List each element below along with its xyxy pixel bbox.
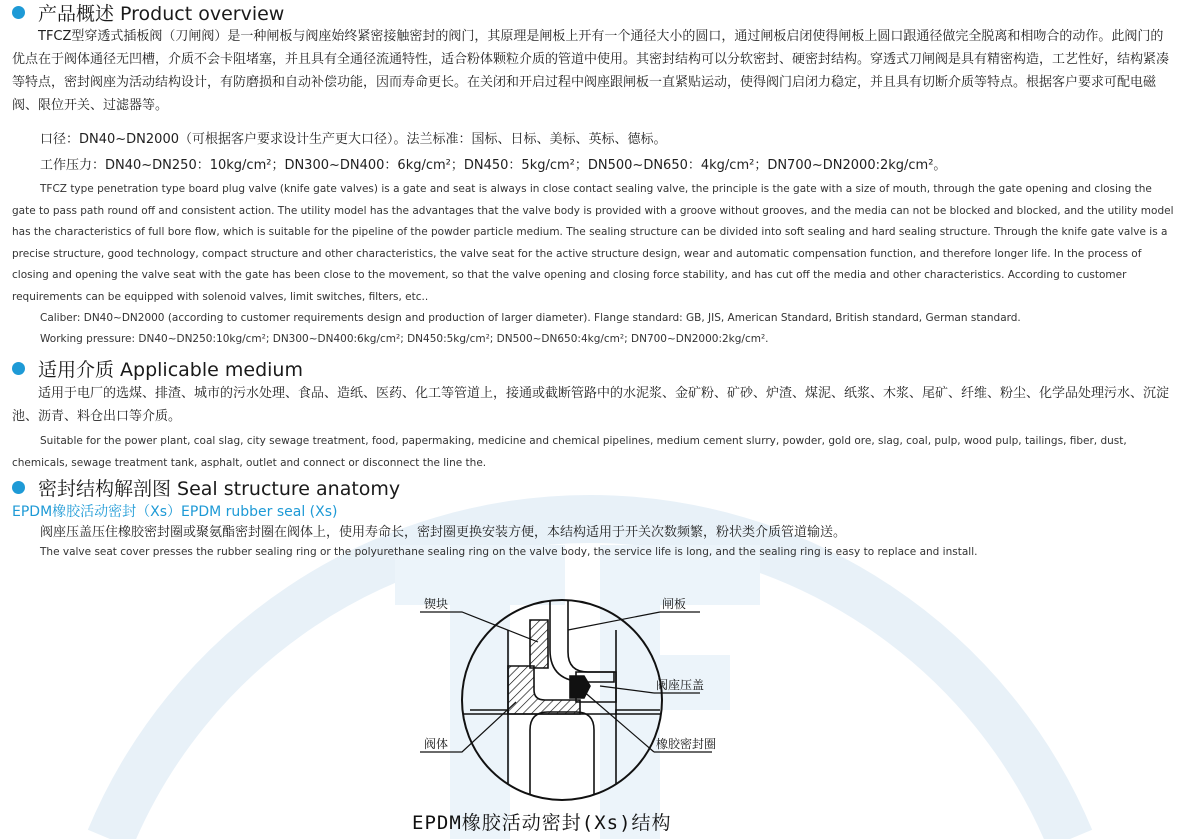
overview-heading-text: 产品概述 Product overview — [38, 2, 285, 25]
overview-en-pressure: Working pressure: DN40~DN250:10kg/cm²; DN300~DN400:6kg/cm²; DN450:5kg/cm²; DN500~DN650:4kg/cm²; DN700~DN2000:2kg/cm². — [40, 333, 769, 345]
label-seat-cover: 阀座压盖 — [656, 678, 705, 692]
bullet-dot-icon — [12, 481, 25, 494]
overview-en-caliber: Caliber: DN40~DN2000 (according to customer requirements design and production of larger diameter). Flange standard: GB, JIS, American Standard, British standard, German standard. — [40, 312, 1021, 324]
bullet-dot-icon — [12, 6, 25, 19]
overview-zh-pressure: 工作压力：DN40~DN250：10kg/cm²；DN300~DN400：6kg/cm²；DN450：5kg/cm²；DN500~DN650：4kg/cm²；DN700~DN2000:2kg/cm²。 — [40, 158, 947, 173]
seal-subheading: EPDM橡胶活动密封（Xs）EPDM rubber seal (Xs) — [12, 504, 338, 520]
label-gate: 闸板 — [662, 597, 687, 611]
label-wedge: 锲块 — [424, 597, 449, 611]
seal-heading — [12, 475, 400, 499]
diagram-caption: EPDM橡胶活动密封(Xs)结构 — [412, 812, 672, 834]
label-body: 阀体 — [424, 737, 449, 751]
overview-heading — [12, 0, 284, 24]
label-rubber-ring: 橡胶密封圈 — [656, 737, 717, 751]
overview-en-paragraph: TFCZ type penetration type board plug valve (knife gate valves) is a gate and seat is always in close contact sealing valve, the principle is the gate with a size of mouth, through the gate opening and closing the gate to pass path round off and consistent action. The utility model has the advantages that the valve body is provided with a groove without grooves, and the media can not be blocked and blocked, and the utility model has the characteristics of full bore flow, which is suitable for the pipeline of the powder particle medium. The sealing structure can be divided into soft sealing and hard sealing structure. Through the knife gate valve is a precise structure, good technology, compact structure and other characteristics, the valve seat for the active structure design, wear and automatic compensation function, and therefore longer life. In the process of closing and opening the valve seat with the gate has been close to the movement, so that the valve opening and closing force stability, and has cut off the media and other characteristics. According to customer requirements can be equipped with solenoid valves, limit switches, filters, etc.. — [12, 183, 1174, 303]
seal-heading-text: 密封结构解剖图 Seal structure anatomy — [38, 477, 401, 500]
medium-heading — [12, 356, 303, 380]
seal-structure-diagram — [400, 590, 740, 805]
medium-en-paragraph: Suitable for the power plant, coal slag, city sewage treatment, food, papermaking, medicine and chemical pipelines, medium cement slurry, powder, gold ore, slag, coal, pulp, wood pulp, tailings, fiber, dust, chemicals, sewage treatment tank, asphalt, outlet and connect or disconnect the line the. — [12, 435, 1127, 469]
seal-zh-paragraph: 阀座压盖压住橡胶密封圈或聚氨酯密封圈在阀体上，使用寿命长，密封圈更换安装方便，本结构适用于开关次数频繁，粉状类介质管道输送。 — [40, 525, 847, 540]
medium-heading-text: 适用介质 Applicable medium — [38, 358, 303, 381]
overview-zh-caliber: 口径：DN40~DN2000（可根据客户要求设计生产更大口径）。法兰标准：国标、日标、美标、英标、德标。 — [40, 132, 667, 147]
overview-zh-paragraph: TFCZ型穿透式插板阀（刀闸阀）是一种闸板与阀座始终紧密接触密封的阀门，其原理是闸板上开有一个通径大小的圆口，通过闸板启闭使得闸板上圆口跟通径做完全脱离和相吻合的动作。此阀门的优点在于阀体通径无凹槽，介质不会卡阻堵塞，并且具有全通径流通特性，适合粉体颗粒介质的管道中使用。其密封结构可以分软密封、硬密封结构。穿透式刀闸阀是具有精密构造，工艺性好，结构紧凑等特点，密封阀座为活动结构设计，有防磨损和自动补偿功能，因而寿命更长。在关闭和开启过程中阀座跟闸板一直紧贴运动，使得阀门启闭力稳定，并且具有切断介质等特点。根据客户要求可配电磁阀、限位开关、过滤器等。 — [12, 29, 1170, 113]
medium-zh-paragraph: 适用于电厂的选煤、排渣、城市的污水处理、食品、造纸、医药、化工等管道上，接通或截断管路中的水泥浆、金矿粉、矿砂、炉渣、煤泥、纸浆、木浆、尾矿、纤维、粉尘、化学品处理污水、沉淀池、沥青、料仓出口等介质。 — [12, 386, 1170, 424]
seal-en-paragraph: The valve seat cover presses the rubber sealing ring or the polyurethane sealing ring on the valve body, the service life is long, and the sealing ring is easy to replace and install. — [40, 546, 978, 558]
bullet-dot-icon — [12, 362, 25, 375]
